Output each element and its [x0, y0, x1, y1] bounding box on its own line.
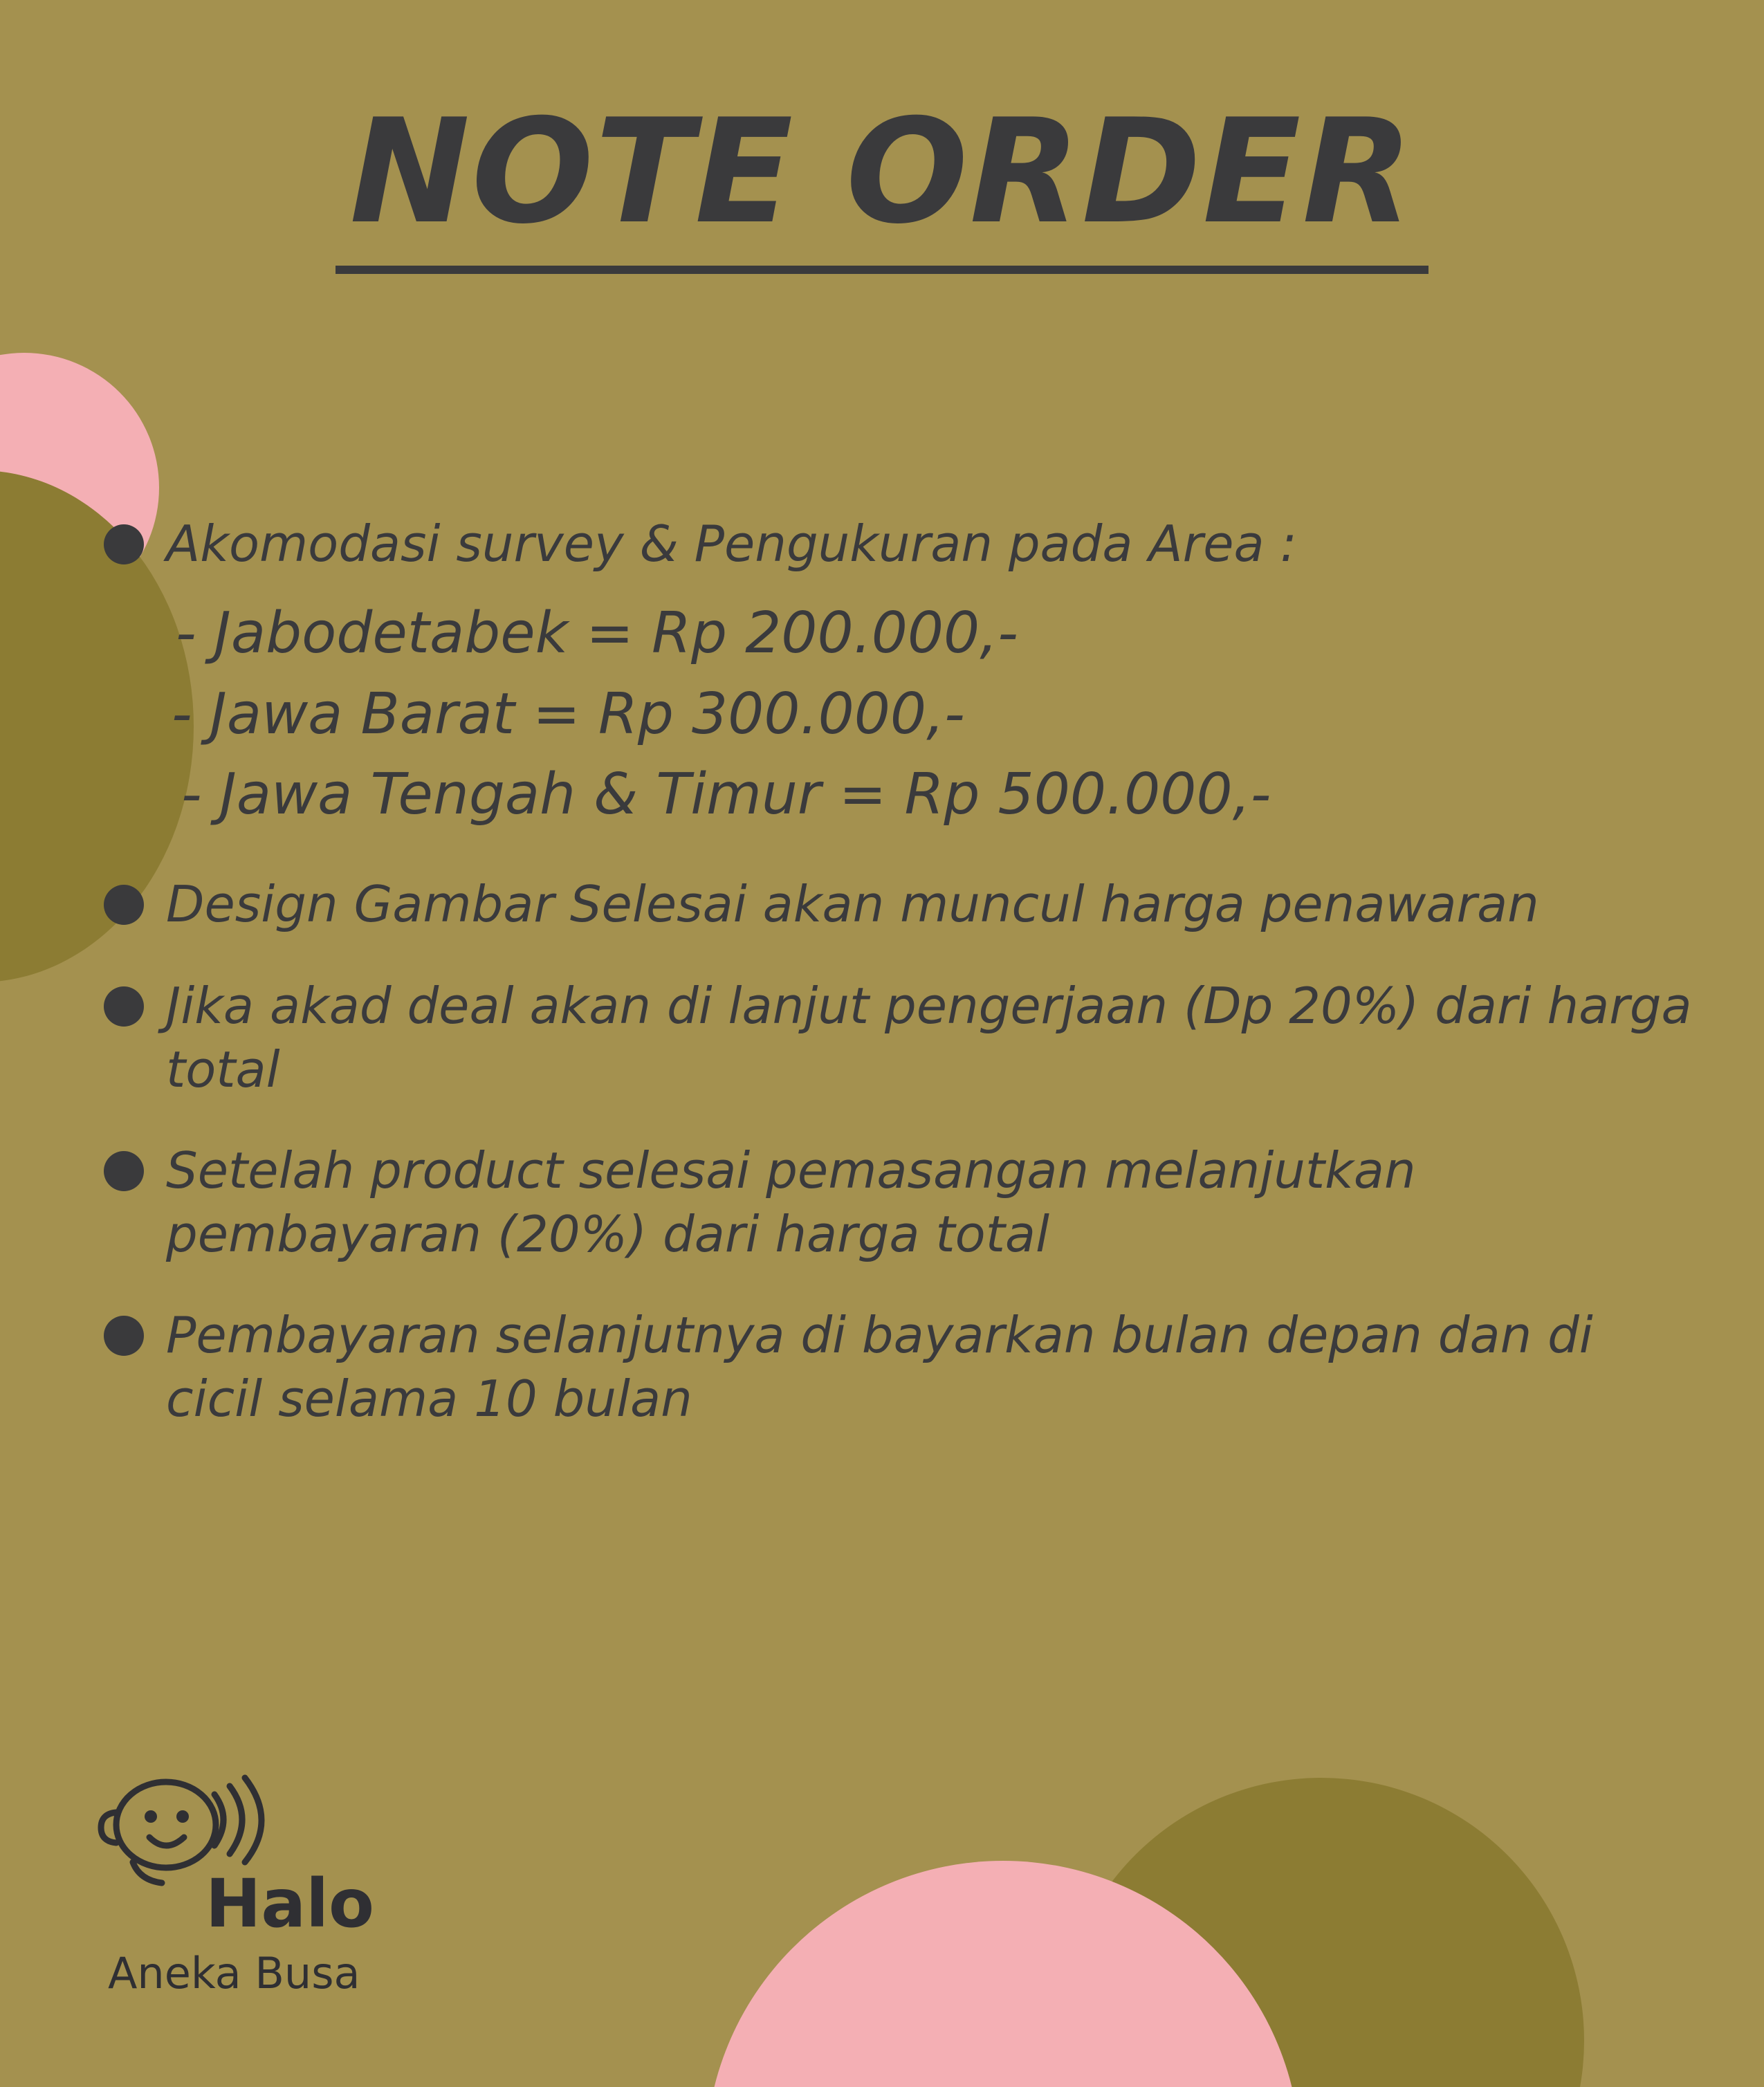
list-item-text: Jika akad deal akan di lanjut pengerjaan (Dp 20%) dari harga total [166, 976, 1692, 1098]
list-item-sublines [166, 594, 1695, 835]
subline-text: - Jawa Tengah & Timur = Rp 500.000,- [181, 762, 1271, 828]
bullet-dot-icon [104, 885, 144, 925]
bullet-dot-icon [104, 1151, 144, 1191]
subline-text: - Jabodetabek = Rp 200.000,- [176, 600, 1018, 667]
list-item-text: Setelah product selesai pemasangan melanjutkan pembayaran (20%) dari harga total [166, 1141, 1416, 1264]
brand-tagline: Aneka Busa [108, 1948, 360, 1998]
customer-service-face-icon [91, 1771, 271, 1895]
page-title-wrapper [0, 89, 1764, 274]
list-item-body [166, 974, 1695, 1101]
list-item-body [166, 1139, 1695, 1266]
bullet-dot-icon [104, 986, 144, 1027]
list-item [104, 974, 1695, 1101]
list-item-body [166, 872, 1695, 936]
list-item-body [166, 512, 1695, 835]
note-list [104, 512, 1695, 1469]
list-item [104, 1139, 1695, 1266]
list-item-body [166, 1303, 1695, 1431]
page-title: NOTE ORDER [336, 97, 1428, 274]
bullet-dot-icon [104, 1316, 144, 1356]
list-item [104, 872, 1695, 936]
subline-text: - Jawa Barat = Rp 300.000,- [172, 681, 965, 747]
brand-name: Halo [205, 1865, 374, 1942]
brand-logo [91, 1771, 451, 1998]
list-item-text: Akomodasi survey & Pengukuran pada Area : [166, 515, 1297, 573]
list-item-text: Pembayaran selanjutnya di bayarkan bulan depan dan di cicil selama 10 bulan [166, 1306, 1593, 1428]
list-item-text: Design Gambar Selesai akan muncul harga penawaran [166, 875, 1539, 934]
bullet-dot-icon [104, 524, 144, 564]
list-item [104, 1303, 1695, 1431]
list-item [104, 512, 1695, 835]
